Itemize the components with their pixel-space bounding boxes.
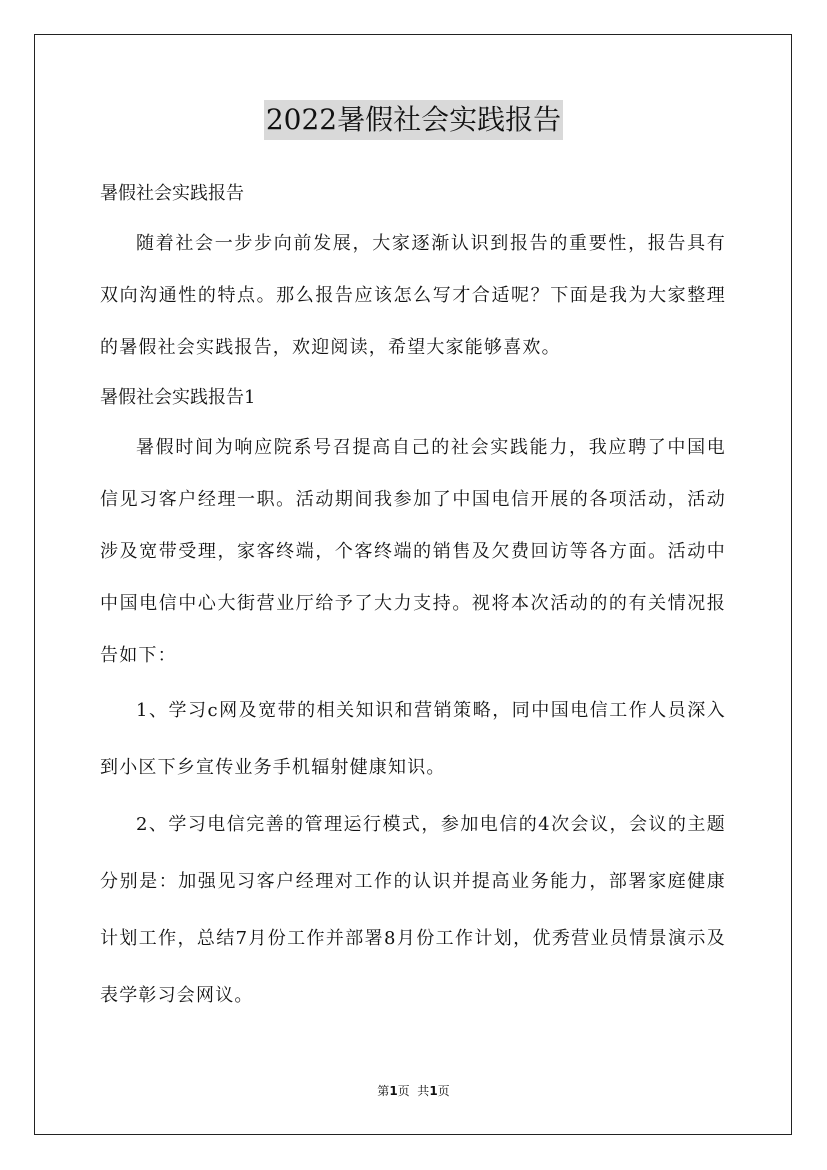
title-container [0, 100, 827, 140]
footer-mid: 页 共 [397, 1084, 430, 1098]
footer-suffix: 页 [437, 1084, 450, 1098]
body-paragraph-1: 暑假时间为响应院系号召提高自己的社会实践能力，我应聘了中国电信见习客户经理一职。活动期间我参加了中国电信开展的各项活动，活动涉及宽带受理，家客终端，个客终端的销售及欠费回访等各方面。活动中中国电信中心大街营业厅给予了大力支持。视将本次活动的的有关情况报告如下： [100, 437, 726, 666]
subtitle: 暑假社会实践报告 [100, 183, 244, 204]
section-heading: 暑假社会实践报告1 [100, 387, 256, 408]
footer-page-number: 1 [389, 1084, 398, 1098]
body-paragraph-3: 2、学习电信完善的管理运行模式，参加电信的4次会议，会议的主题分别是：加强见习客户经理对工作的认识并提高业务能力，部署家庭健康计划工作，总结7月份工作并部署8月份工作计划，优秀营业员情景演示及表学彰习会网议。 [100, 814, 726, 1006]
intro-paragraph: 随着社会一步步向前发展，大家逐渐认识到报告的重要性，报告具有双向沟通性的特点。那么报告应该怎么写才合适呢？下面是我为大家整理的暑假社会实践报告，欢迎阅读，希望大家能够喜欢。 [100, 233, 726, 358]
footer-prefix: 第 [377, 1084, 390, 1098]
body-paragraph-2: 1、学习c网及宽带的相关知识和营销策略，同中国电信工作人员深入到小区下乡宣传业务手机辐射健康知识。 [100, 700, 726, 778]
page-footer [0, 1083, 827, 1099]
document-title: 2022暑假社会实践报告 [264, 100, 563, 140]
document-body [100, 170, 726, 1024]
footer-page-total: 1 [429, 1084, 438, 1098]
